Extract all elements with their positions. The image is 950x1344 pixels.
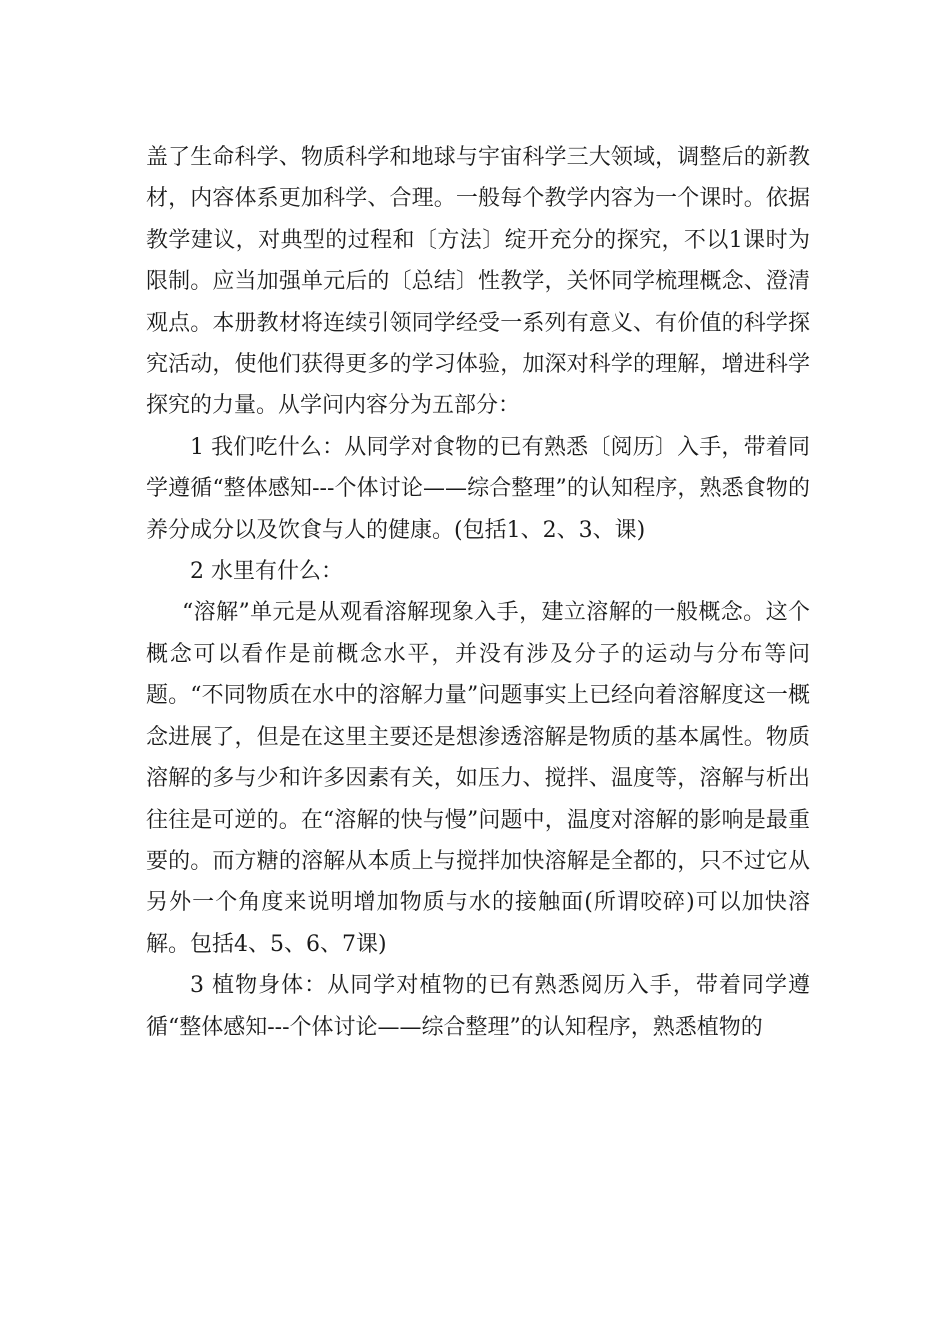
paragraph-intro: 盖了生命科学、物质科学和地球与宇宙科学三大领域，调整后的新教材，内容体系更加科学、合理。一般每个教学内容为一个课时。依据教学建议，对典型的过程和〔方法〕绽开充分的探究，不以1课时为限制。应当加强单元后的〔总结〕性教学，关怀同学梳理概念、澄清观点。本册教材将连续引领同学经受一系列有意义、有价值的科学探究活动，使他们获得更多的学习体验，加深对科学的理解，增进科学探究的力量。从学问内容分为五部分： [146, 145, 810, 419]
paragraph-part-3: 3 植物身体：从同学对植物的已有熟悉阅历入手，带着同学遵循“整体感知---个体讨论——综合整理”的认知程序，熟悉植物的 [146, 973, 810, 1040]
paragraph-part-2-heading: 2 水里有什么： [190, 559, 343, 585]
document-body [146, 137, 810, 1048]
paragraph-part-1: 1 我们吃什么：从同学对食物的已有熟悉〔阅历〕入手，带着同学遵循“整体感知---个体讨论——综合整理”的认知程序，熟悉食物的养分成分以及饮食与人的健康。(包括1、2、3、课) [146, 434, 810, 543]
paragraph-dissolve-unit: “溶解”单元是从观看溶解现象入手，建立溶解的一般概念。这个概念可以看作是前概念水平，并没有涉及分子的运动与分布等问题。“不同物质在水中的溶解力量”问题事实上已经向着溶解度这一概念进展了，但是在这里主要还是想渗透溶解是物质的基本属性。物质溶解的多与少和许多因素有关，如压力、搅拌、温度等，溶解与析出往往是可逆的。在“溶解的快与慢”问题中，温度对溶解的影响是最重要的。而方糖的溶解从本质上与搅拌加快溶解是全都的，只不过它从另外一个角度来说明增加物质与水的接触面(所谓咬碎)可以加快溶解。包括4、5、6、7课) [146, 600, 810, 957]
